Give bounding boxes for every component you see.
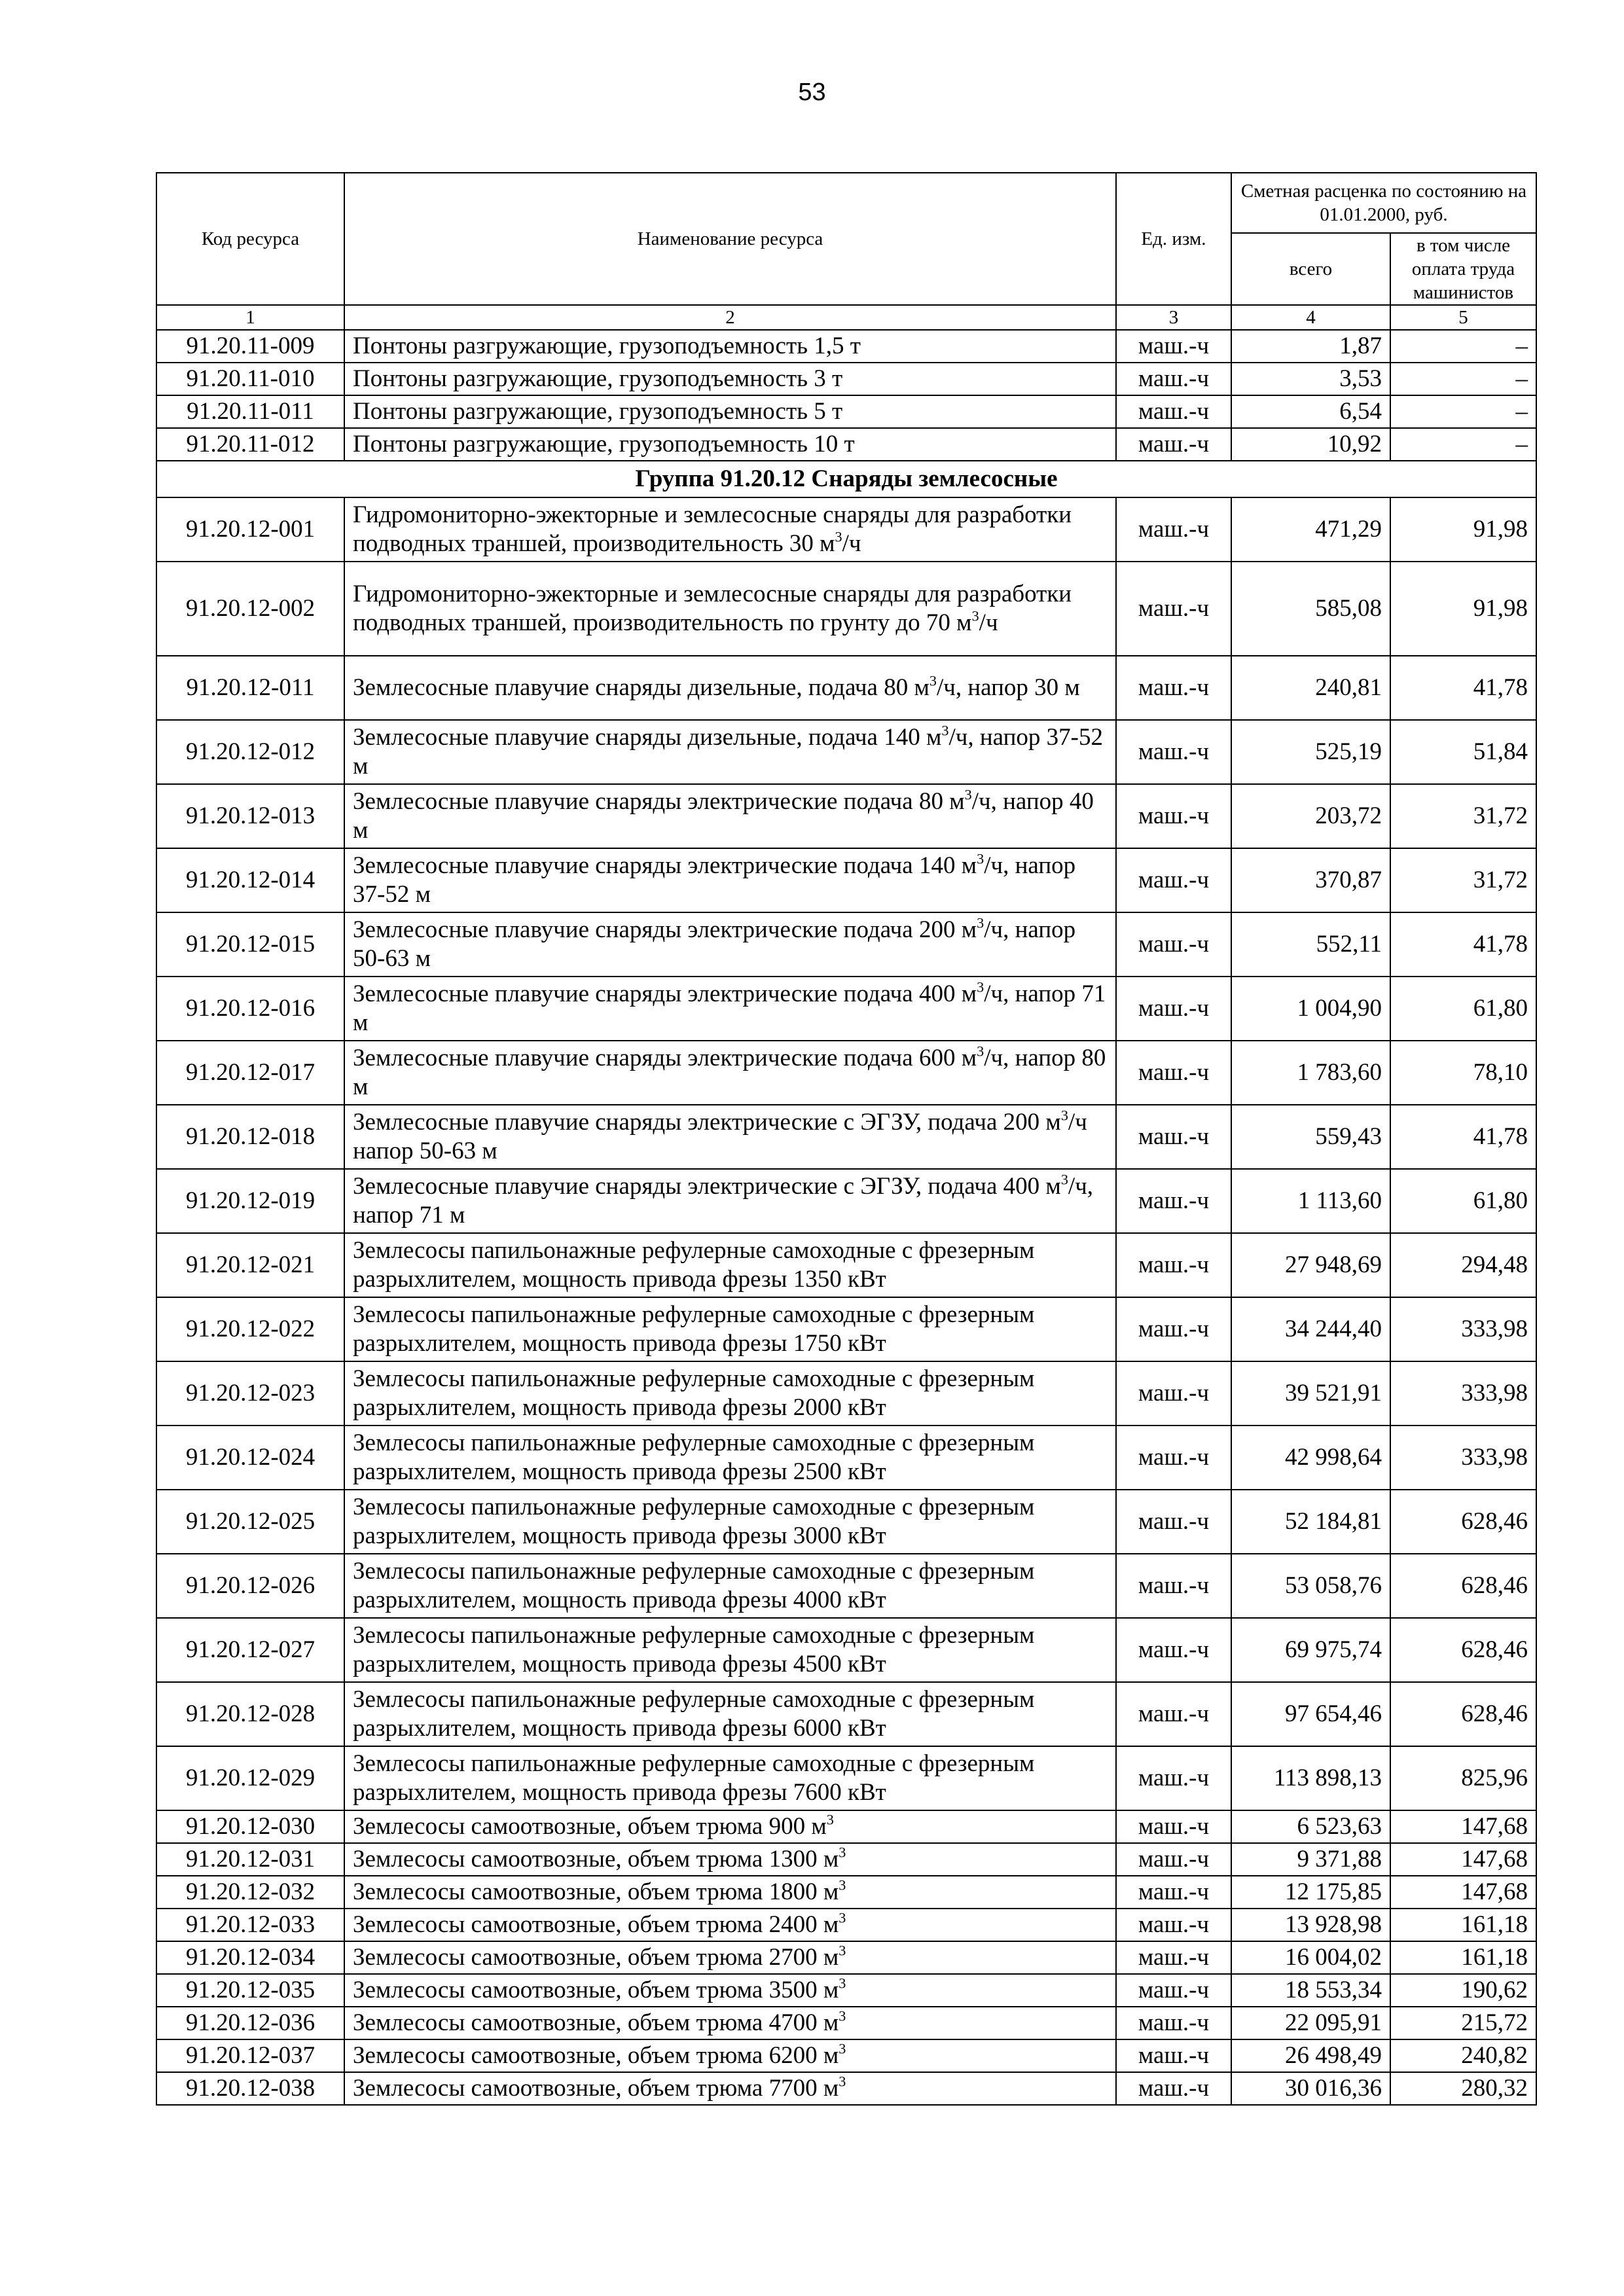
price-total: 471,29 — [1231, 497, 1390, 562]
table-body — [156, 330, 1536, 2105]
price-wage: 161,18 — [1390, 1941, 1536, 1974]
table-row — [156, 1682, 1536, 1746]
table-row — [156, 1169, 1536, 1233]
price-wage: 51,84 — [1390, 720, 1536, 784]
header-name: Наименование ресурса — [344, 173, 1116, 305]
table-row — [156, 1843, 1536, 1876]
resource-name: Понтоны разгружающие, грузоподъемность 5 т — [344, 395, 1116, 428]
resource-code: 91.20.12-032 — [156, 1876, 344, 1909]
table-row — [156, 330, 1536, 363]
price-wage: 825,96 — [1390, 1746, 1536, 1810]
price-total: 9 371,88 — [1231, 1843, 1390, 1876]
table-row — [156, 395, 1536, 428]
price-wage: 628,46 — [1390, 1618, 1536, 1682]
resource-name: Землесосы папильонажные рефулерные самоходные с фрезерным разрыхлителем, мощность привода фрезы 6000 кВт — [344, 1682, 1116, 1746]
price-wage: 628,46 — [1390, 1490, 1536, 1554]
table-row — [156, 1941, 1536, 1974]
price-wage: 41,78 — [1390, 656, 1536, 720]
price-total: 30 016,36 — [1231, 2072, 1390, 2105]
price-total: 525,19 — [1231, 720, 1390, 784]
resource-code: 91.20.11-010 — [156, 363, 344, 395]
resource-code: 91.20.12-027 — [156, 1618, 344, 1682]
resource-unit: маш.-ч — [1116, 395, 1231, 428]
table-row — [156, 1426, 1536, 1490]
resource-name: Землесосные плавучие снаряды электрические подача 80 $м^3/ч$, напор 40 м — [344, 784, 1116, 848]
price-wage: 215,72 — [1390, 2007, 1536, 2039]
resource-unit: маш.-ч — [1116, 1490, 1231, 1554]
resource-code: 91.20.12-016 — [156, 977, 344, 1041]
resource-unit: маш.-ч — [1116, 1233, 1231, 1297]
price-wage: 61,80 — [1390, 977, 1536, 1041]
resource-unit: маш.-ч — [1116, 1361, 1231, 1426]
table-row — [156, 1746, 1536, 1810]
resource-name: Землесосные плавучие снаряды электрические с ЭГЗУ, подача 400 $м^3/ч$, напор 71 м — [344, 1169, 1116, 1233]
table-row — [156, 1810, 1536, 1843]
resource-unit: маш.-ч — [1116, 1105, 1231, 1169]
table-row — [156, 1554, 1536, 1618]
table-row — [156, 1909, 1536, 1941]
resource-name: Землесосные плавучие снаряды электрические подача 600 $м^3/ч$, напор 80 м — [344, 1041, 1116, 1105]
resource-code: 91.20.12-025 — [156, 1490, 344, 1554]
resource-unit: маш.-ч — [1116, 1169, 1231, 1233]
price-wage: 147,68 — [1390, 1810, 1536, 1843]
resource-name: Землесосы папильонажные рефулерные самоходные с фрезерным разрыхлителем, мощность привода фрезы 1750 кВт — [344, 1297, 1116, 1361]
price-total: 3,53 — [1231, 363, 1390, 395]
price-wage: 61,80 — [1390, 1169, 1536, 1233]
table-row — [156, 562, 1536, 656]
resource-name: Землесосные плавучие снаряды дизельные, подача 140 $м^3/ч$, напор 37-52 м — [344, 720, 1116, 784]
table-row — [156, 2072, 1536, 2105]
resource-unit: маш.-ч — [1116, 2007, 1231, 2039]
resource-code: 91.20.12-021 — [156, 1233, 344, 1297]
table-row — [156, 1618, 1536, 1682]
price-total: 552,11 — [1231, 912, 1390, 977]
price-total: 240,81 — [1231, 656, 1390, 720]
resource-unit: маш.-ч — [1116, 1682, 1231, 1746]
price-total: 42 998,64 — [1231, 1426, 1390, 1490]
group-title: Группа 91.20.12 Снаряды землесосные — [156, 461, 1536, 497]
resource-name: Землесосные плавучие снаряды электрические подача 400 $м^3/ч$, напор 71 м — [344, 977, 1116, 1041]
price-wage: 161,18 — [1390, 1909, 1536, 1941]
resource-code: 91.20.12-002 — [156, 562, 344, 656]
page-number: 53 — [798, 79, 826, 106]
price-wage: 91,98 — [1390, 562, 1536, 656]
resource-code: 91.20.12-022 — [156, 1297, 344, 1361]
price-total: 203,72 — [1231, 784, 1390, 848]
resource-name: Землесосы самоотвозные, объем трюма 3500 $м^3$ — [344, 1974, 1116, 2007]
resource-unit: маш.-ч — [1116, 912, 1231, 977]
resource-code: 91.20.12-013 — [156, 784, 344, 848]
resource-unit: маш.-ч — [1116, 330, 1231, 363]
resource-code: 91.20.12-018 — [156, 1105, 344, 1169]
price-wage: 147,68 — [1390, 1843, 1536, 1876]
header-wage: в том числе оплата труда машинистов — [1390, 233, 1536, 305]
header-price: Сметная расценка по состоянию на 01.01.2000, руб. — [1231, 173, 1536, 233]
price-wage: 78,10 — [1390, 1041, 1536, 1105]
price-total: 16 004,02 — [1231, 1941, 1390, 1974]
table-row — [156, 363, 1536, 395]
price-total: 370,87 — [1231, 848, 1390, 912]
resource-code: 91.20.12-036 — [156, 2007, 344, 2039]
resource-unit: маш.-ч — [1116, 1909, 1231, 1941]
resource-unit: маш.-ч — [1116, 1876, 1231, 1909]
resource-code: 91.20.12-033 — [156, 1909, 344, 1941]
price-total: 12 175,85 — [1231, 1876, 1390, 1909]
resource-name: Землесосные плавучие снаряды электрические с ЭГЗУ, подача 200 $м^3/ч$ напор 50-63 м — [344, 1105, 1116, 1169]
column-number-2: 2 — [344, 305, 1116, 330]
price-total: 26 498,49 — [1231, 2039, 1390, 2072]
price-wage: – — [1390, 330, 1536, 363]
table-row — [156, 784, 1536, 848]
resource-code: 91.20.12-014 — [156, 848, 344, 912]
resource-name: Землесосы папильонажные рефулерные самоходные с фрезерным разрыхлителем, мощность привода фрезы 3000 кВт — [344, 1490, 1116, 1554]
resource-unit: маш.-ч — [1116, 2072, 1231, 2105]
table-row — [156, 2039, 1536, 2072]
price-total: 559,43 — [1231, 1105, 1390, 1169]
resource-name: Землесосы папильонажные рефулерные самоходные с фрезерным разрыхлителем, мощность привода фрезы 4000 кВт — [344, 1554, 1116, 1618]
table-row — [156, 656, 1536, 720]
resource-unit: маш.-ч — [1116, 1974, 1231, 2007]
price-wage: 628,46 — [1390, 1554, 1536, 1618]
price-total: 34 244,40 — [1231, 1297, 1390, 1361]
table-row — [156, 912, 1536, 977]
price-total: 39 521,91 — [1231, 1361, 1390, 1426]
resource-name: Землесосы самоотвозные, объем трюма 900 $м^3$ — [344, 1810, 1116, 1843]
resource-code: 91.20.12-015 — [156, 912, 344, 977]
price-wage: – — [1390, 363, 1536, 395]
price-wage: 280,32 — [1390, 2072, 1536, 2105]
price-wage: – — [1390, 428, 1536, 461]
price-wage: 41,78 — [1390, 912, 1536, 977]
price-wage: 628,46 — [1390, 1682, 1536, 1746]
resource-unit: маш.-ч — [1116, 720, 1231, 784]
resource-unit: маш.-ч — [1116, 848, 1231, 912]
resource-code: 91.20.12-034 — [156, 1941, 344, 1974]
table-row — [156, 1490, 1536, 1554]
table-row — [156, 1974, 1536, 2007]
resource-name: Землесосы папильонажные рефулерные самоходные с фрезерным разрыхлителем, мощность привода фрезы 2000 кВт — [344, 1361, 1116, 1426]
price-total: 6,54 — [1231, 395, 1390, 428]
resource-code: 91.20.12-035 — [156, 1974, 344, 2007]
resource-code: 91.20.11-009 — [156, 330, 344, 363]
resource-name: Землесосы папильонажные рефулерные самоходные с фрезерным разрыхлителем, мощность привода фрезы 1350 кВт — [344, 1233, 1116, 1297]
price-total: 6 523,63 — [1231, 1810, 1390, 1843]
price-total: 1,87 — [1231, 330, 1390, 363]
resource-table — [156, 172, 1537, 2106]
table-row — [156, 1105, 1536, 1169]
resource-unit: маш.-ч — [1116, 562, 1231, 656]
resource-name: Землесосы самоотвозные, объем трюма 7700 $м^3$ — [344, 2072, 1116, 2105]
resource-name: Землесосы самоотвозные, объем трюма 2700 $м^3$ — [344, 1941, 1116, 1974]
resource-code: 91.20.12-029 — [156, 1746, 344, 1810]
price-wage: 41,78 — [1390, 1105, 1536, 1169]
price-total: 10,92 — [1231, 428, 1390, 461]
price-wage: 147,68 — [1390, 1876, 1536, 1909]
resource-name: Землесосы папильонажные рефулерные самоходные с фрезерным разрыхлителем, мощность привода фрезы 2500 кВт — [344, 1426, 1116, 1490]
table-row — [156, 1361, 1536, 1426]
resource-unit: маш.-ч — [1116, 1297, 1231, 1361]
resource-unit: маш.-ч — [1116, 1843, 1231, 1876]
resource-unit: маш.-ч — [1116, 1618, 1231, 1682]
resource-name: Землесосы папильонажные рефулерные самоходные с фрезерным разрыхлителем, мощность привода фрезы 7600 кВт — [344, 1746, 1116, 1810]
table-row — [156, 1876, 1536, 1909]
resource-unit: маш.-ч — [1116, 1554, 1231, 1618]
price-total: 22 095,91 — [1231, 2007, 1390, 2039]
price-wage: 333,98 — [1390, 1297, 1536, 1361]
resource-unit: маш.-ч — [1116, 2039, 1231, 2072]
price-total: 53 058,76 — [1231, 1554, 1390, 1618]
price-wage: 190,62 — [1390, 1974, 1536, 2007]
price-wage: 294,48 — [1390, 1233, 1536, 1297]
table-row — [156, 428, 1536, 461]
resource-name: Понтоны разгружающие, грузоподъемность 3 т — [344, 363, 1116, 395]
column-number-1: 1 — [156, 305, 344, 330]
resource-code: 91.20.12-037 — [156, 2039, 344, 2072]
resource-code: 91.20.11-012 — [156, 428, 344, 461]
resource-name: Гидромониторно-эжекторные и землесосные снаряды для разработки подводных траншей, производительность 30 $м^3/ч$ — [344, 497, 1116, 562]
resource-name: Землесосы самоотвозные, объем трюма 2400 $м^3$ — [344, 1909, 1116, 1941]
resource-code: 91.20.12-026 — [156, 1554, 344, 1618]
table-row — [156, 1297, 1536, 1361]
resource-name: Понтоны разгружающие, грузоподъемность 10 т — [344, 428, 1116, 461]
price-wage: 333,98 — [1390, 1426, 1536, 1490]
resource-code: 91.20.12-017 — [156, 1041, 344, 1105]
resource-name: Понтоны разгружающие, грузоподъемность 1,5 т — [344, 330, 1116, 363]
resource-unit: маш.-ч — [1116, 428, 1231, 461]
price-wage: 91,98 — [1390, 497, 1536, 562]
resource-unit: маш.-ч — [1116, 1941, 1231, 1974]
table-row — [156, 497, 1536, 562]
price-total: 27 948,69 — [1231, 1233, 1390, 1297]
resource-code: 91.20.11-011 — [156, 395, 344, 428]
resource-name: Гидромониторно-эжекторные и землесосные снаряды для разработки подводных траншей, производительность по грунту до 70 $м^3/ч$ — [344, 562, 1116, 656]
table-row — [156, 2007, 1536, 2039]
price-wage: 31,72 — [1390, 784, 1536, 848]
resource-unit: маш.-ч — [1116, 1426, 1231, 1490]
resource-unit: маш.-ч — [1116, 1041, 1231, 1105]
price-total: 1 113,60 — [1231, 1169, 1390, 1233]
price-total: 52 184,81 — [1231, 1490, 1390, 1554]
resource-code: 91.20.12-019 — [156, 1169, 344, 1233]
resource-name: Землесосные плавучие снаряды дизельные, подача 80 $м^3/ч$, напор 30 м — [344, 656, 1116, 720]
resource-unit: маш.-ч — [1116, 497, 1231, 562]
resource-name: Землесосные плавучие снаряды электрические подача 200 $м^3/ч$, напор 50-63 м — [344, 912, 1116, 977]
resource-code: 91.20.12-028 — [156, 1682, 344, 1746]
resource-code: 91.20.12-038 — [156, 2072, 344, 2105]
resource-unit: маш.-ч — [1116, 656, 1231, 720]
resource-code: 91.20.12-001 — [156, 497, 344, 562]
resource-code: 91.20.12-031 — [156, 1843, 344, 1876]
price-wage: 31,72 — [1390, 848, 1536, 912]
price-total: 585,08 — [1231, 562, 1390, 656]
price-wage: 240,82 — [1390, 2039, 1536, 2072]
resource-code: 91.20.12-024 — [156, 1426, 344, 1490]
column-number-3: 3 — [1116, 305, 1231, 330]
header-code: Код ресурса — [156, 173, 344, 305]
resource-name: Землесосные плавучие снаряды электрические подача 140 $м^3/ч$, напор 37-52 м — [344, 848, 1116, 912]
resource-name: Землесосы самоотвозные, объем трюма 6200 $м^3$ — [344, 2039, 1116, 2072]
resource-name: Землесосы самоотвозные, объем трюма 4700 $м^3$ — [344, 2007, 1116, 2039]
price-total: 97 654,46 — [1231, 1682, 1390, 1746]
table-row — [156, 848, 1536, 912]
header-unit: Ед. изм. — [1116, 173, 1231, 305]
resource-unit: маш.-ч — [1116, 977, 1231, 1041]
table-row — [156, 1041, 1536, 1105]
resource-unit: маш.-ч — [1116, 1810, 1231, 1843]
table-row — [156, 977, 1536, 1041]
resource-name: Землесосы самоотвозные, объем трюма 1300 $м^3$ — [344, 1843, 1116, 1876]
price-total: 69 975,74 — [1231, 1618, 1390, 1682]
price-wage: 333,98 — [1390, 1361, 1536, 1426]
table-row — [156, 720, 1536, 784]
table-row — [156, 1233, 1536, 1297]
resource-code: 91.20.12-012 — [156, 720, 344, 784]
resource-unit: маш.-ч — [1116, 784, 1231, 848]
price-wage: – — [1390, 395, 1536, 428]
resource-unit: маш.-ч — [1116, 363, 1231, 395]
group-row — [156, 461, 1536, 497]
resource-name: Землесосы папильонажные рефулерные самоходные с фрезерным разрыхлителем, мощность привода фрезы 4500 кВт — [344, 1618, 1116, 1682]
header-total: всего — [1231, 233, 1390, 305]
column-number-5: 5 — [1390, 305, 1536, 330]
price-total: 13 928,98 — [1231, 1909, 1390, 1941]
price-total: 113 898,13 — [1231, 1746, 1390, 1810]
price-total: 1 783,60 — [1231, 1041, 1390, 1105]
price-total: 18 553,34 — [1231, 1974, 1390, 2007]
resource-code: 91.20.12-023 — [156, 1361, 344, 1426]
resource-name: Землесосы самоотвозные, объем трюма 1800 $м^3$ — [344, 1876, 1116, 1909]
resource-code: 91.20.12-011 — [156, 656, 344, 720]
resource-code: 91.20.12-030 — [156, 1810, 344, 1843]
price-total: 1 004,90 — [1231, 977, 1390, 1041]
resource-unit: маш.-ч — [1116, 1746, 1231, 1810]
column-number-4: 4 — [1231, 305, 1390, 330]
